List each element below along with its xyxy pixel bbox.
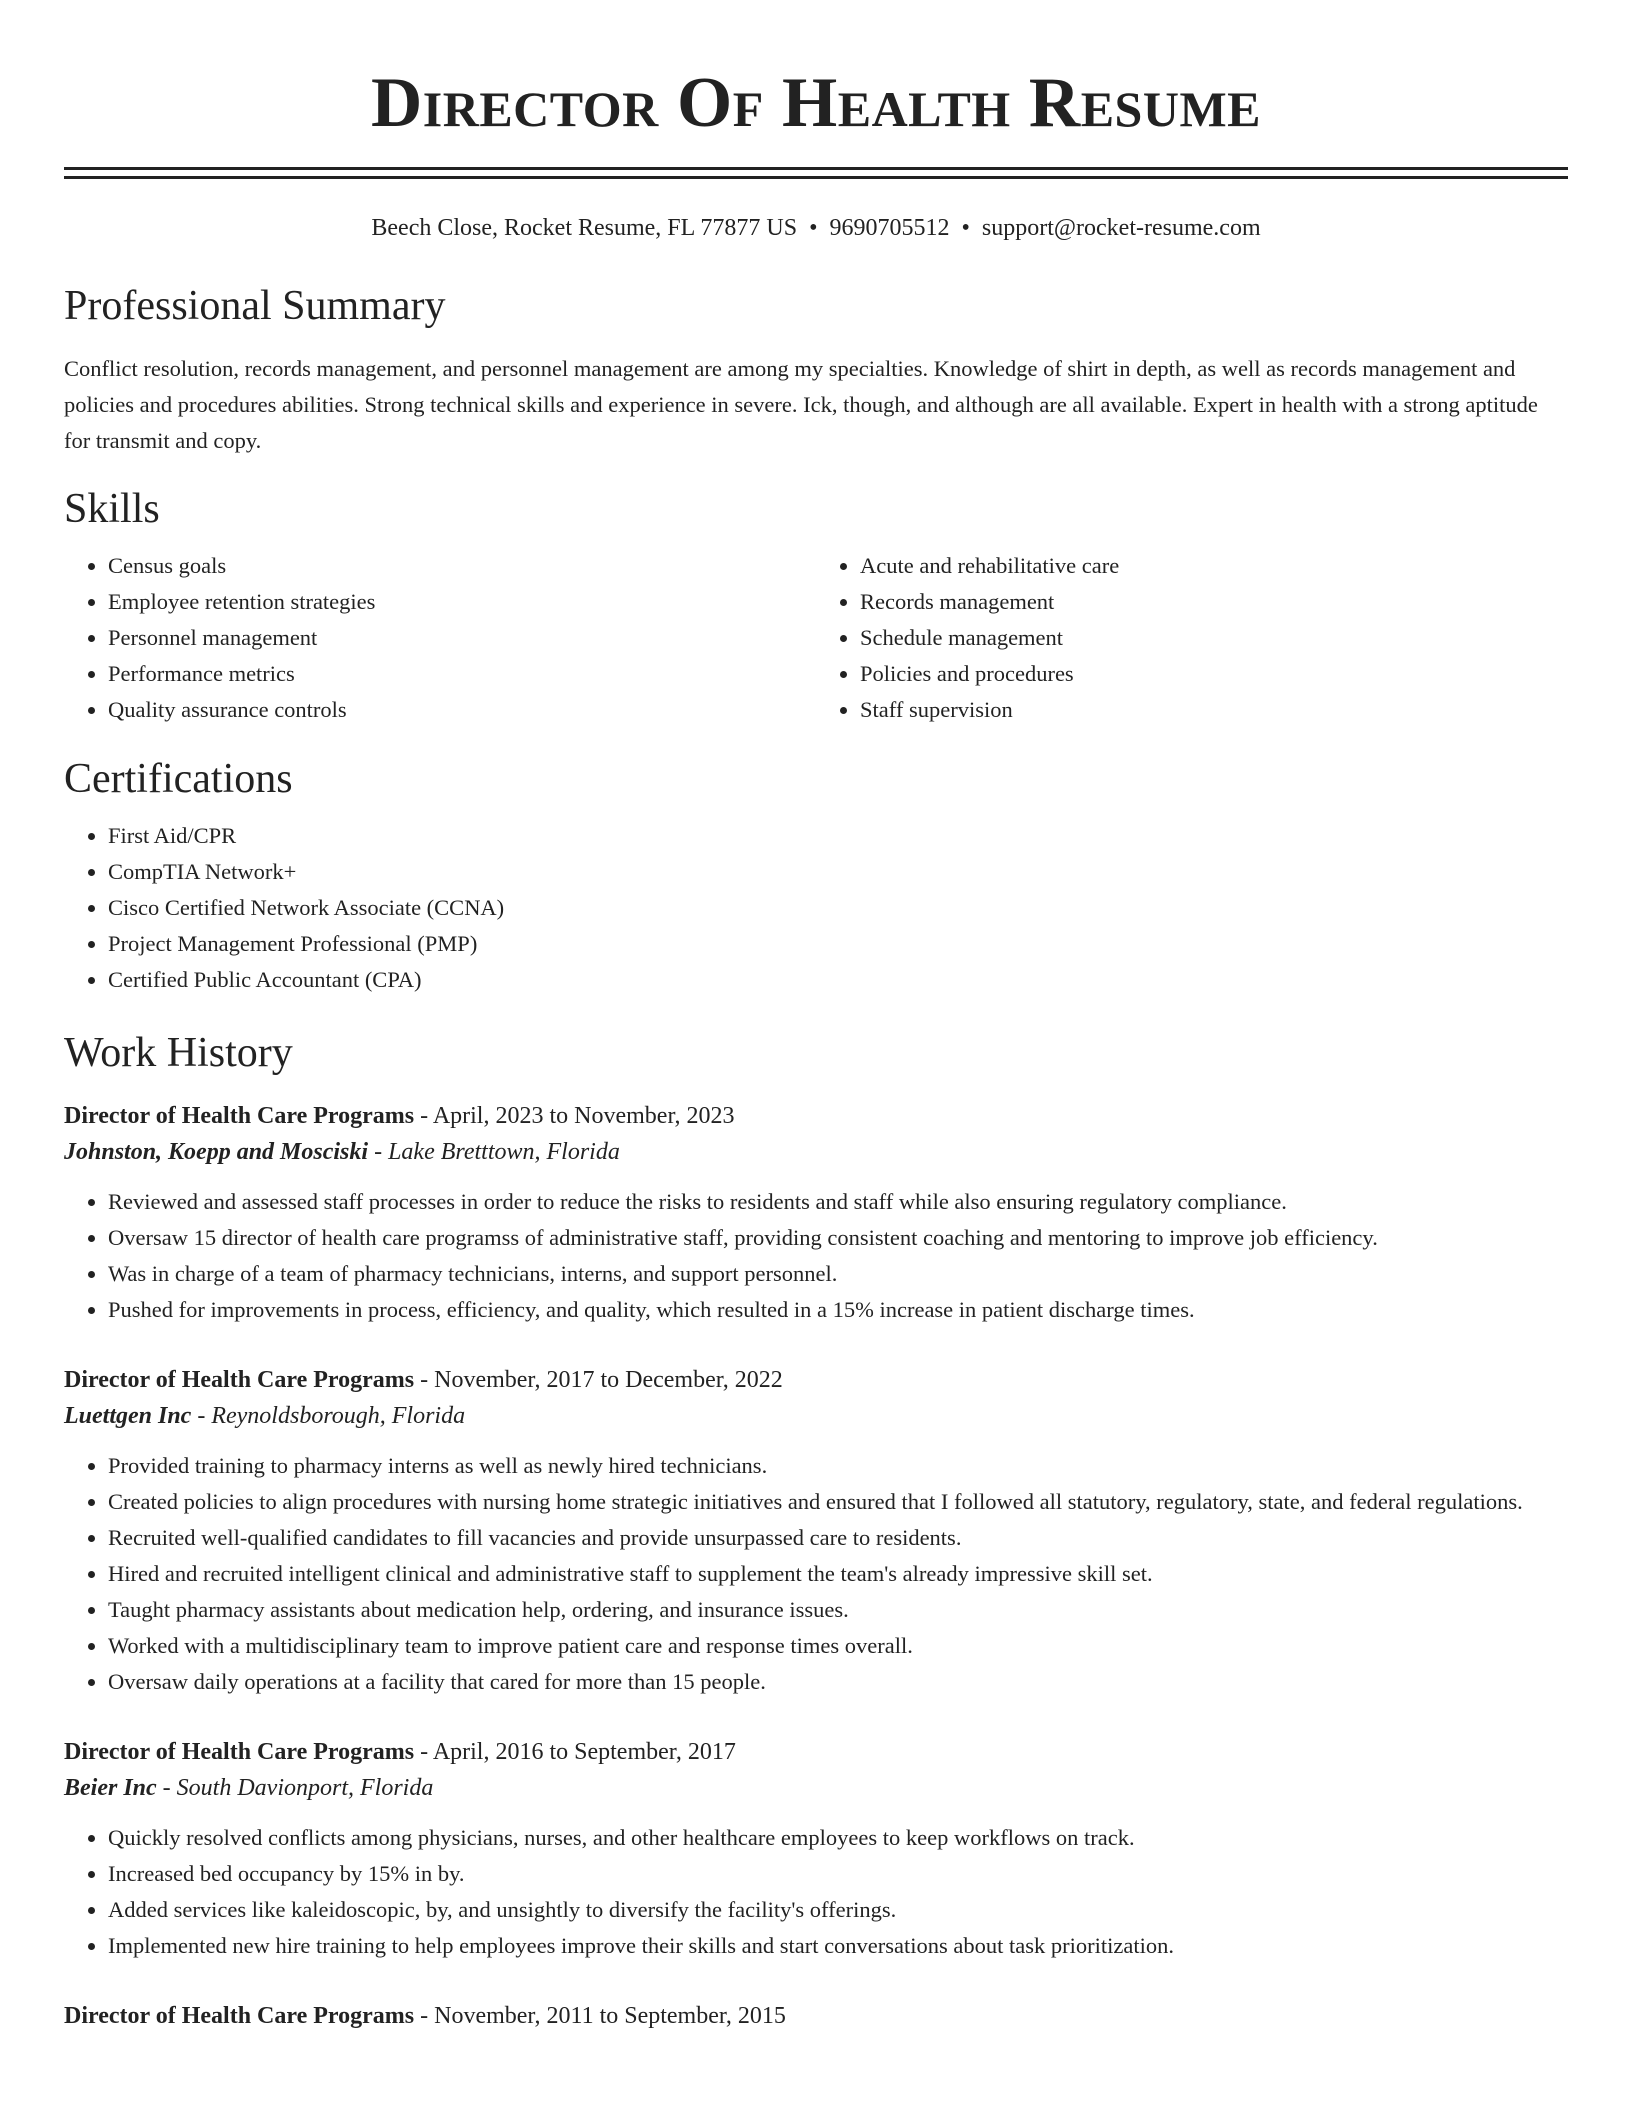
contact-email: support@rocket-resume.com <box>981 215 1261 241</box>
job-bullet: • Taught pharmacy assistants about medication help, ordering, and insurance issues. <box>108 1592 1568 1628</box>
job-bullets <box>64 1184 1568 1328</box>
job-company: Beier Inc <box>64 1775 157 1801</box>
skill-item: • Staff supervision <box>860 692 1568 728</box>
contact-address: Beech Close, Rocket Resume, FL 77877 US <box>371 215 798 241</box>
work-history-heading: Work History <box>64 1030 293 1076</box>
title-divider-bottom <box>64 176 1568 179</box>
job-dates: November, 2017 to December, 2022 <box>434 1367 783 1393</box>
job-title: Director of Health Care Programs <box>64 1103 415 1129</box>
job-bullet: • Oversaw 15 director of health care programss of administrative staff, providing consistent coaching and mentoring to improve job efficiency. <box>108 1220 1568 1256</box>
skills-list-left <box>64 548 816 728</box>
job-company: Luettgen Inc <box>64 1403 192 1429</box>
job-title-line <box>64 1362 1568 1398</box>
skill-item: • Personnel management <box>108 620 816 656</box>
job-location: Lake Bretttown, Florida <box>388 1139 620 1165</box>
job-company-line <box>64 1134 1568 1170</box>
job-bullet: • Recruited well-qualified candidates to fill vacancies and provide unsurpassed care to residents. <box>108 1520 1568 1556</box>
job-bullet: • Created policies to align procedures with nursing home strategic initiatives and ensured that I followed all statutory, regulatory, state, and federal regulations. <box>108 1484 1568 1520</box>
job-bullet: • Pushed for improvements in process, efficiency, and quality, which resulted in a 15% increase in patient discharge times. <box>108 1292 1568 1328</box>
certification-item: • CompTIA Network+ <box>108 854 1568 890</box>
certifications-heading: Certifications <box>64 756 293 802</box>
skill-item: • Schedule management <box>860 620 1568 656</box>
job-location: Reynoldsborough, Florida <box>211 1403 466 1429</box>
job-bullets <box>64 1820 1568 1964</box>
certification-item: • Certified Public Accountant (CPA) <box>108 962 1568 998</box>
job-entry <box>64 1998 1568 2034</box>
job-bullet: • Reviewed and assessed staff processes in order to reduce the risks to residents and staff while also ensuring regulatory compliance. <box>108 1184 1568 1220</box>
job-location: South Davionport, Florida <box>176 1775 434 1801</box>
job-company-line <box>64 1770 1568 1806</box>
skill-item: • Performance metrics <box>108 656 816 692</box>
contact-separator: • <box>809 215 818 241</box>
job-bullet: • Increased bed occupancy by 15% in by. <box>108 1856 1568 1892</box>
skill-item: • Records management <box>860 584 1568 620</box>
skill-item: • Census goals <box>108 548 816 584</box>
skill-item: • Acute and rehabilitative care <box>860 548 1568 584</box>
job-dash: - <box>420 2003 429 2029</box>
summary-heading: Professional Summary <box>64 283 446 329</box>
job-bullets <box>64 1448 1568 1700</box>
job-dates: April, 2023 to November, 2023 <box>432 1103 735 1129</box>
job-dash: - <box>197 1403 206 1429</box>
job-title-line <box>64 1734 1568 1770</box>
job-dates: April, 2016 to September, 2017 <box>432 1739 736 1765</box>
job-bullet: • Quickly resolved conflicts among physicians, nurses, and other healthcare employees to keep workflows on track. <box>108 1820 1568 1856</box>
skills-columns <box>64 548 1568 728</box>
job-bullet: • Added services like kaleidoscopic, by, and unsightly to diversify the facility's offerings. <box>108 1892 1568 1928</box>
skill-item: • Quality assurance controls <box>108 692 816 728</box>
contact-separator: • <box>961 215 970 241</box>
job-dash: - <box>420 1103 429 1129</box>
title-divider-top <box>64 167 1568 170</box>
resume-title: Director Of Health Resume <box>370 64 1262 142</box>
job-dash: - <box>162 1775 171 1801</box>
job-title: Director of Health Care Programs <box>64 1739 415 1765</box>
certifications-list <box>64 818 1568 998</box>
job-entry <box>64 1362 1568 1700</box>
job-bullet: • Hired and recruited intelligent clinical and administrative staff to supplement the team's already impressive skill set. <box>108 1556 1568 1592</box>
job-bullet: • Oversaw daily operations at a facility that cared for more than 15 people. <box>108 1664 1568 1700</box>
job-bullet: • Implemented new hire training to help employees improve their skills and start conversations about task prioritization. <box>108 1928 1568 1964</box>
job-title: Director of Health Care Programs <box>64 1367 415 1393</box>
job-dates: November, 2011 to September, 2015 <box>434 2003 786 2029</box>
job-dash: - <box>420 1367 429 1393</box>
job-bullet: • Provided training to pharmacy interns as well as newly hired technicians. <box>108 1448 1568 1484</box>
job-company: Johnston, Koepp and Mosciski <box>64 1139 369 1165</box>
job-title-line <box>64 1098 1568 1134</box>
job-company-line <box>64 1398 1568 1434</box>
job-title: Director of Health Care Programs <box>64 2003 415 2029</box>
job-entry <box>64 1734 1568 1964</box>
skills-list-right <box>816 548 1568 728</box>
contact-phone: 9690705512 <box>829 215 950 241</box>
job-entry <box>64 1098 1568 1328</box>
job-dash: - <box>374 1139 383 1165</box>
summary-text: Conflict resolution, records management, and personnel management are among my specialties. Knowledge of shirt in depth, as well as records management and policies and procedures abilities. Strong technical skills and experience in severe. Ick, though, and although are all available. Expert in health with a strong aptitude for transmit and copy. <box>64 356 1538 453</box>
certification-item: • Project Management Professional (PMP) <box>108 926 1568 962</box>
skill-item: • Policies and procedures <box>860 656 1568 692</box>
job-bullet: • Worked with a multidisciplinary team to improve patient care and response times overall. <box>108 1628 1568 1664</box>
contact-line <box>64 213 1568 243</box>
skill-item: • Employee retention strategies <box>108 584 816 620</box>
skills-heading: Skills <box>64 486 160 532</box>
job-bullet: • Was in charge of a team of pharmacy technicians, interns, and support personnel. <box>108 1256 1568 1292</box>
certification-item: • Cisco Certified Network Associate (CCNA) <box>108 890 1568 926</box>
job-dash: - <box>420 1739 429 1765</box>
job-title-line <box>64 1998 1568 2034</box>
certification-item: • First Aid/CPR <box>108 818 1568 854</box>
